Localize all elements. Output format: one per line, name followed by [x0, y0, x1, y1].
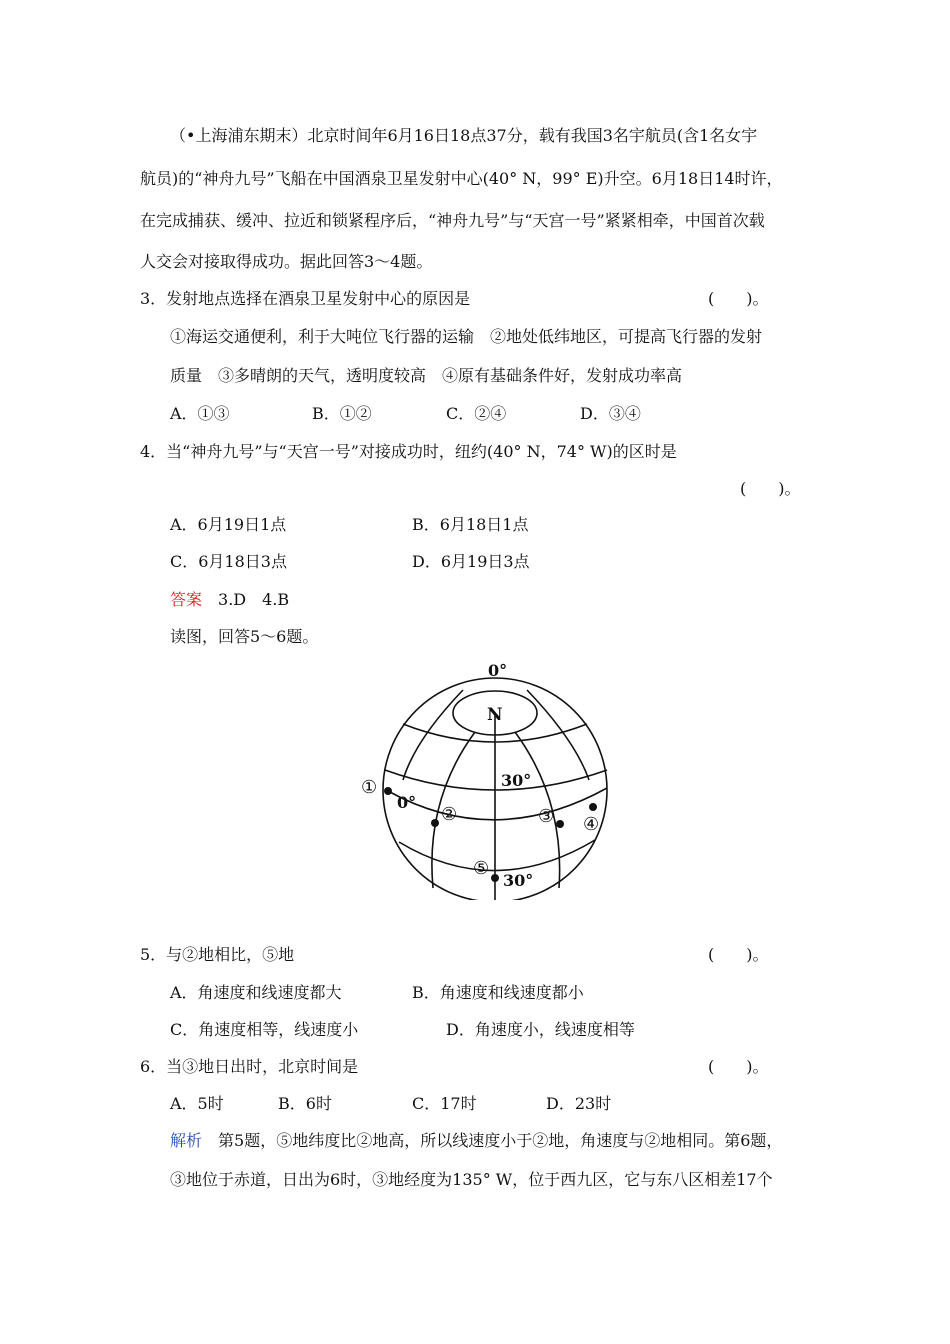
q6-option-b: B．6时 — [278, 1094, 332, 1113]
q3-option-a: A．①③ — [170, 404, 230, 423]
intro-line-4: 人交会对接取得成功。据此回答3～4题。 — [140, 252, 433, 271]
intro-line-3: 在完成捕获、缓冲、拉近和锁紧程序后，“神舟九号”与“天宫一号”紧紧相牵，中国首次载 — [140, 211, 765, 230]
point-1-dot — [384, 787, 392, 795]
label-point-5: ⑤ — [473, 858, 490, 879]
label-point-4: ④ — [583, 814, 600, 835]
point-2-dot — [431, 819, 439, 827]
q5-answer-paren: ( )。 — [708, 945, 769, 964]
q4-answer-paren: ( )。 — [740, 479, 801, 498]
label-equator: 0° — [397, 793, 417, 812]
intro-line-1: （•上海浦东期末）北京时间年6月16日18点37分，载有我国3名宇航员(含1名女宇 — [170, 126, 758, 145]
intro-line-2: 航员)的“神舟九号”飞船在中国酒泉卫星发射中心(40° N，99° E)升空。6月18日14时许， — [140, 169, 783, 188]
globe-figure — [355, 660, 625, 900]
q4-option-b: B．6月18日1点 — [412, 515, 529, 534]
label-lat30-upper: 30° — [501, 771, 532, 790]
q3-option-d: D．③④ — [580, 404, 641, 423]
q4-option-a: A．6月19日1点 — [170, 515, 287, 534]
q3-statement-line-1: ①海运交通便利，利于大吨位飞行器的运输 ②地处低纬地区，可提高飞行器的发射 — [170, 327, 763, 346]
latitude-30s — [399, 840, 595, 871]
q3-option-c: C．②④ — [446, 404, 507, 423]
q4-option-c: C．6月18日3点 — [170, 552, 287, 571]
q4-option-d: D．6月19日3点 — [412, 552, 530, 571]
analysis-line-2: ③地位于赤道，日出为6时，③地经度为135° W，位于西九区，它与东八区相差17个 — [170, 1170, 773, 1189]
q4-stem: 4．当“神舟九号”与“天宫一号”对接成功时，纽约(40° N，74° W)的区时是 — [140, 442, 677, 461]
q5-option-d: D．角速度小，线速度相等 — [446, 1020, 635, 1039]
point-5-dot — [491, 874, 499, 882]
q5-option-b: B．角速度和线速度都小 — [412, 983, 584, 1002]
label-point-3: ③ — [538, 806, 555, 827]
answer-label: 答案 — [170, 590, 203, 609]
q6-stem: 6．当③地日出时，北京时间是 — [140, 1057, 359, 1076]
analysis-text-1: 第5题，⑤地纬度比②地高，所以线速度小于②地，角速度与②地相同。第6题， — [202, 1131, 783, 1150]
q6-option-a: A．5时 — [170, 1094, 224, 1113]
label-point-2: ② — [441, 804, 458, 825]
q6-answer-paren: ( )。 — [708, 1057, 769, 1076]
point-4-dot — [589, 803, 597, 811]
read-prompt: 读图，回答5～6题。 — [170, 627, 319, 646]
analysis-line-1 — [170, 1131, 782, 1151]
label-point-1: ① — [361, 777, 378, 798]
q6-option-d: D．23时 — [546, 1094, 612, 1113]
label-top-meridian: 0° — [488, 661, 508, 680]
q5-option-a: A．角速度和线速度都大 — [170, 983, 342, 1002]
latitude-30n — [385, 770, 607, 790]
point-3-dot — [556, 820, 564, 828]
answer-text: 3.D 4.B — [218, 590, 290, 609]
q3-option-b: B．①② — [312, 404, 372, 423]
label-lat30-lower: 30° — [503, 871, 534, 890]
q3-statement-line-2: 质量 ③多晴朗的天气，透明度较高 ④原有基础条件好，发射成功率高 — [170, 366, 683, 385]
answer-line — [170, 590, 289, 610]
label-pole: N — [487, 705, 503, 725]
q5-stem: 5．与②地相比，⑤地 — [140, 945, 295, 964]
q6-option-c: C．17时 — [412, 1094, 477, 1113]
q3-stem: 3．发射地点选择在酒泉卫星发射中心的原因是 — [140, 289, 471, 308]
equator-line — [388, 788, 607, 820]
q3-answer-paren: ( )。 — [708, 289, 769, 308]
analysis-label: 解析 — [170, 1131, 203, 1150]
q5-option-c: C．角速度相等，线速度小 — [170, 1020, 359, 1039]
